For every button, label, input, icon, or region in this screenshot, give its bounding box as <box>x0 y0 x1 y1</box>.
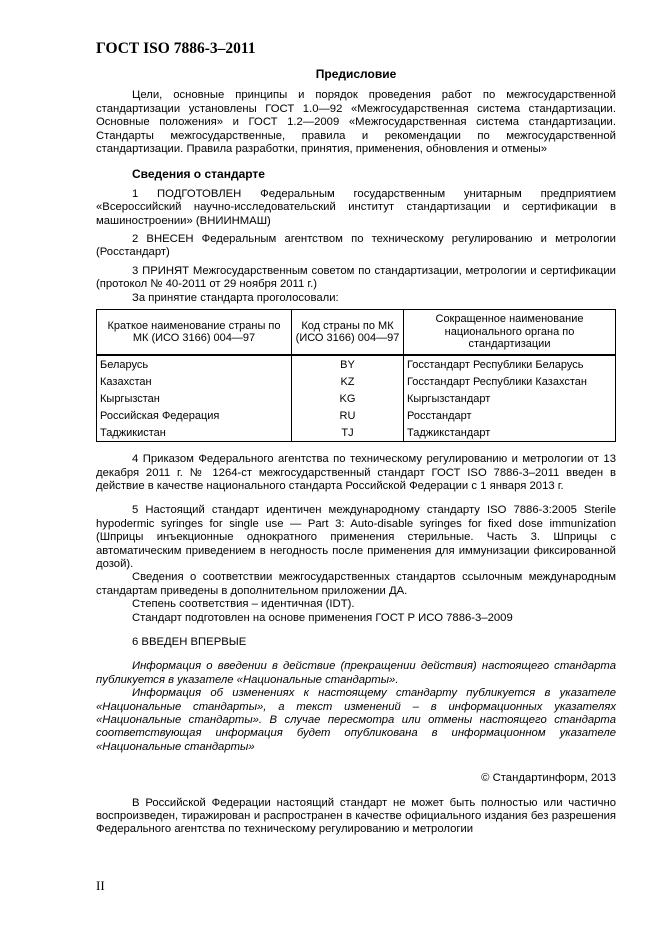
info-paragraph-4: 4 Приказом Федерального агентства по техническому регулированию и метрологии от 13 декабря 2011 г. № 1264-ст межгосударственный стандарт ГОСТ ISO 7886-3–2011 введен в действие в качестве национального стандарта Российской Федерации с 1 января 2013 г. <box>96 453 616 492</box>
table-cell-country: Казахстан <box>97 373 292 390</box>
foreword-text: Цели, основные принципы и порядок проведения работ по межгосударственной стандартизации установлены ГОСТ 1.0—92 «Межгосударственная система стандартизации. Основные положения» и ГОСТ 1.2—2009 «Межгосударственная система стандартизации. Стандарты межгосударственные, правила и рекомендации по межгосударственной стандартизации. Правила разработки, принятия, применения, обновления и отмены» <box>96 89 616 156</box>
info-paragraph-6: 6 ВВЕДЕН ВПЕРВЫЕ <box>132 635 247 648</box>
document-body <box>96 68 616 837</box>
table-row <box>97 355 616 373</box>
info-note-1: Информация о введении в действие (прекращении действия) настоящего стандарта публикуется в указателе «Национальные стандарты». <box>96 660 616 686</box>
table-cell-body: Госстандарт Республики Казахстан <box>404 373 616 390</box>
table-row <box>97 373 616 390</box>
info-note-2: Информация об изменениях к настоящему стандарту публикуется в указателе «Национальные стандарты», а текст изменений – в информационных указателях «Национальные стандарты». В случае пересмотра или отмены настоящего стандарта соответствующая информация будет опубликована в информационном указателе «Национальные стандарты» <box>96 687 616 753</box>
foreword-title: Предисловие <box>315 67 397 81</box>
table-row <box>97 424 616 442</box>
info-title: Сведения о стандарте <box>132 167 265 182</box>
table-cell-country: Таджикистан <box>97 424 292 442</box>
table-header-country: Краткое наименование страны по МК (ИСО 3166) 004—97 <box>97 310 292 356</box>
copyright: © Стандартинформ, 2013 <box>481 772 616 785</box>
table-cell-body: Госстандарт Республики Беларусь <box>404 355 616 373</box>
page-number: II <box>96 878 105 893</box>
info-paragraph-5: 5 Настоящий стандарт идентичен международному стандарту ISO 7886-3:2005 Sterile hypodermic syringes for single use — Part 3: Auto-disable syringes for fixed dose immunization (Шприцы инъекционные однократного применения стерильные. Часть 3. Шприцы с автоматическим приведением в негодность после применения для иммунизации фиксированной дозой). <box>96 504 616 570</box>
table-cell-body: Росстандарт <box>404 407 616 424</box>
table-row <box>97 407 616 424</box>
table-cell-code: RU <box>292 407 404 424</box>
table-row <box>97 390 616 407</box>
document-header: ГОСТ ISO 7886-3–2011 <box>96 40 256 57</box>
table-header-row <box>97 310 616 356</box>
info-paragraph-1: 1 ПОДГОТОВЛЕН Федеральным государственным унитарным предприятием «Всероссийский научно-исследовательский институт стандартизации и сертификации в машиностроении» (ВНИИНМАШ) <box>96 187 616 227</box>
info-paragraph-3-vote: За принятие стандарта проголосовали: <box>132 291 339 304</box>
table-cell-code: KZ <box>292 373 404 390</box>
info-paragraph-5-basis: Стандарт подготовлен на основе применения ГОСТ Р ИСО 7886-3–2009 <box>132 611 513 624</box>
table-cell-country: Кыргызстан <box>97 390 292 407</box>
info-paragraph-5-references: Сведения о соответствии межгосударственных стандартов ссылочным международным стандартам приведены в дополнительном приложении ДА. <box>96 571 616 597</box>
table-cell-country: Беларусь <box>97 355 292 373</box>
table-header-body: Сокращенное наименование национального органа по стандартизации <box>404 310 616 356</box>
info-paragraph-2: 2 ВНЕСЕН Федеральным агентством по техническому регулированию и метрологии (Росстандарт) <box>96 233 616 259</box>
table-cell-body: Кыргызстандарт <box>404 390 616 407</box>
table-header-code: Код страны по МК (ИСО 3166) 004—97 <box>292 310 404 356</box>
table-cell-code: KG <box>292 390 404 407</box>
table-cell-body: Таджикстандарт <box>404 424 616 442</box>
rights-notice: В Российской Федерации настоящий стандарт не может быть полностью или частично воспроизведен, тиражирован и распространен в качестве официального издания без разрешения Федерального агентства по техническому регулированию и метрологии <box>96 796 616 836</box>
table-cell-code: TJ <box>292 424 404 442</box>
table-cell-country: Российская Федерация <box>97 407 292 424</box>
voting-countries-table <box>96 309 616 442</box>
table-cell-code: BY <box>292 355 404 373</box>
info-paragraph-3: 3 ПРИНЯТ Межгосударственным советом по стандартизации, метрологии и сертификации (протокол № 40-2011 от 29 ноября 2011 г.) <box>96 264 616 291</box>
info-paragraph-5-degree: Степень соответствия – идентичная (IDT). <box>132 598 355 611</box>
